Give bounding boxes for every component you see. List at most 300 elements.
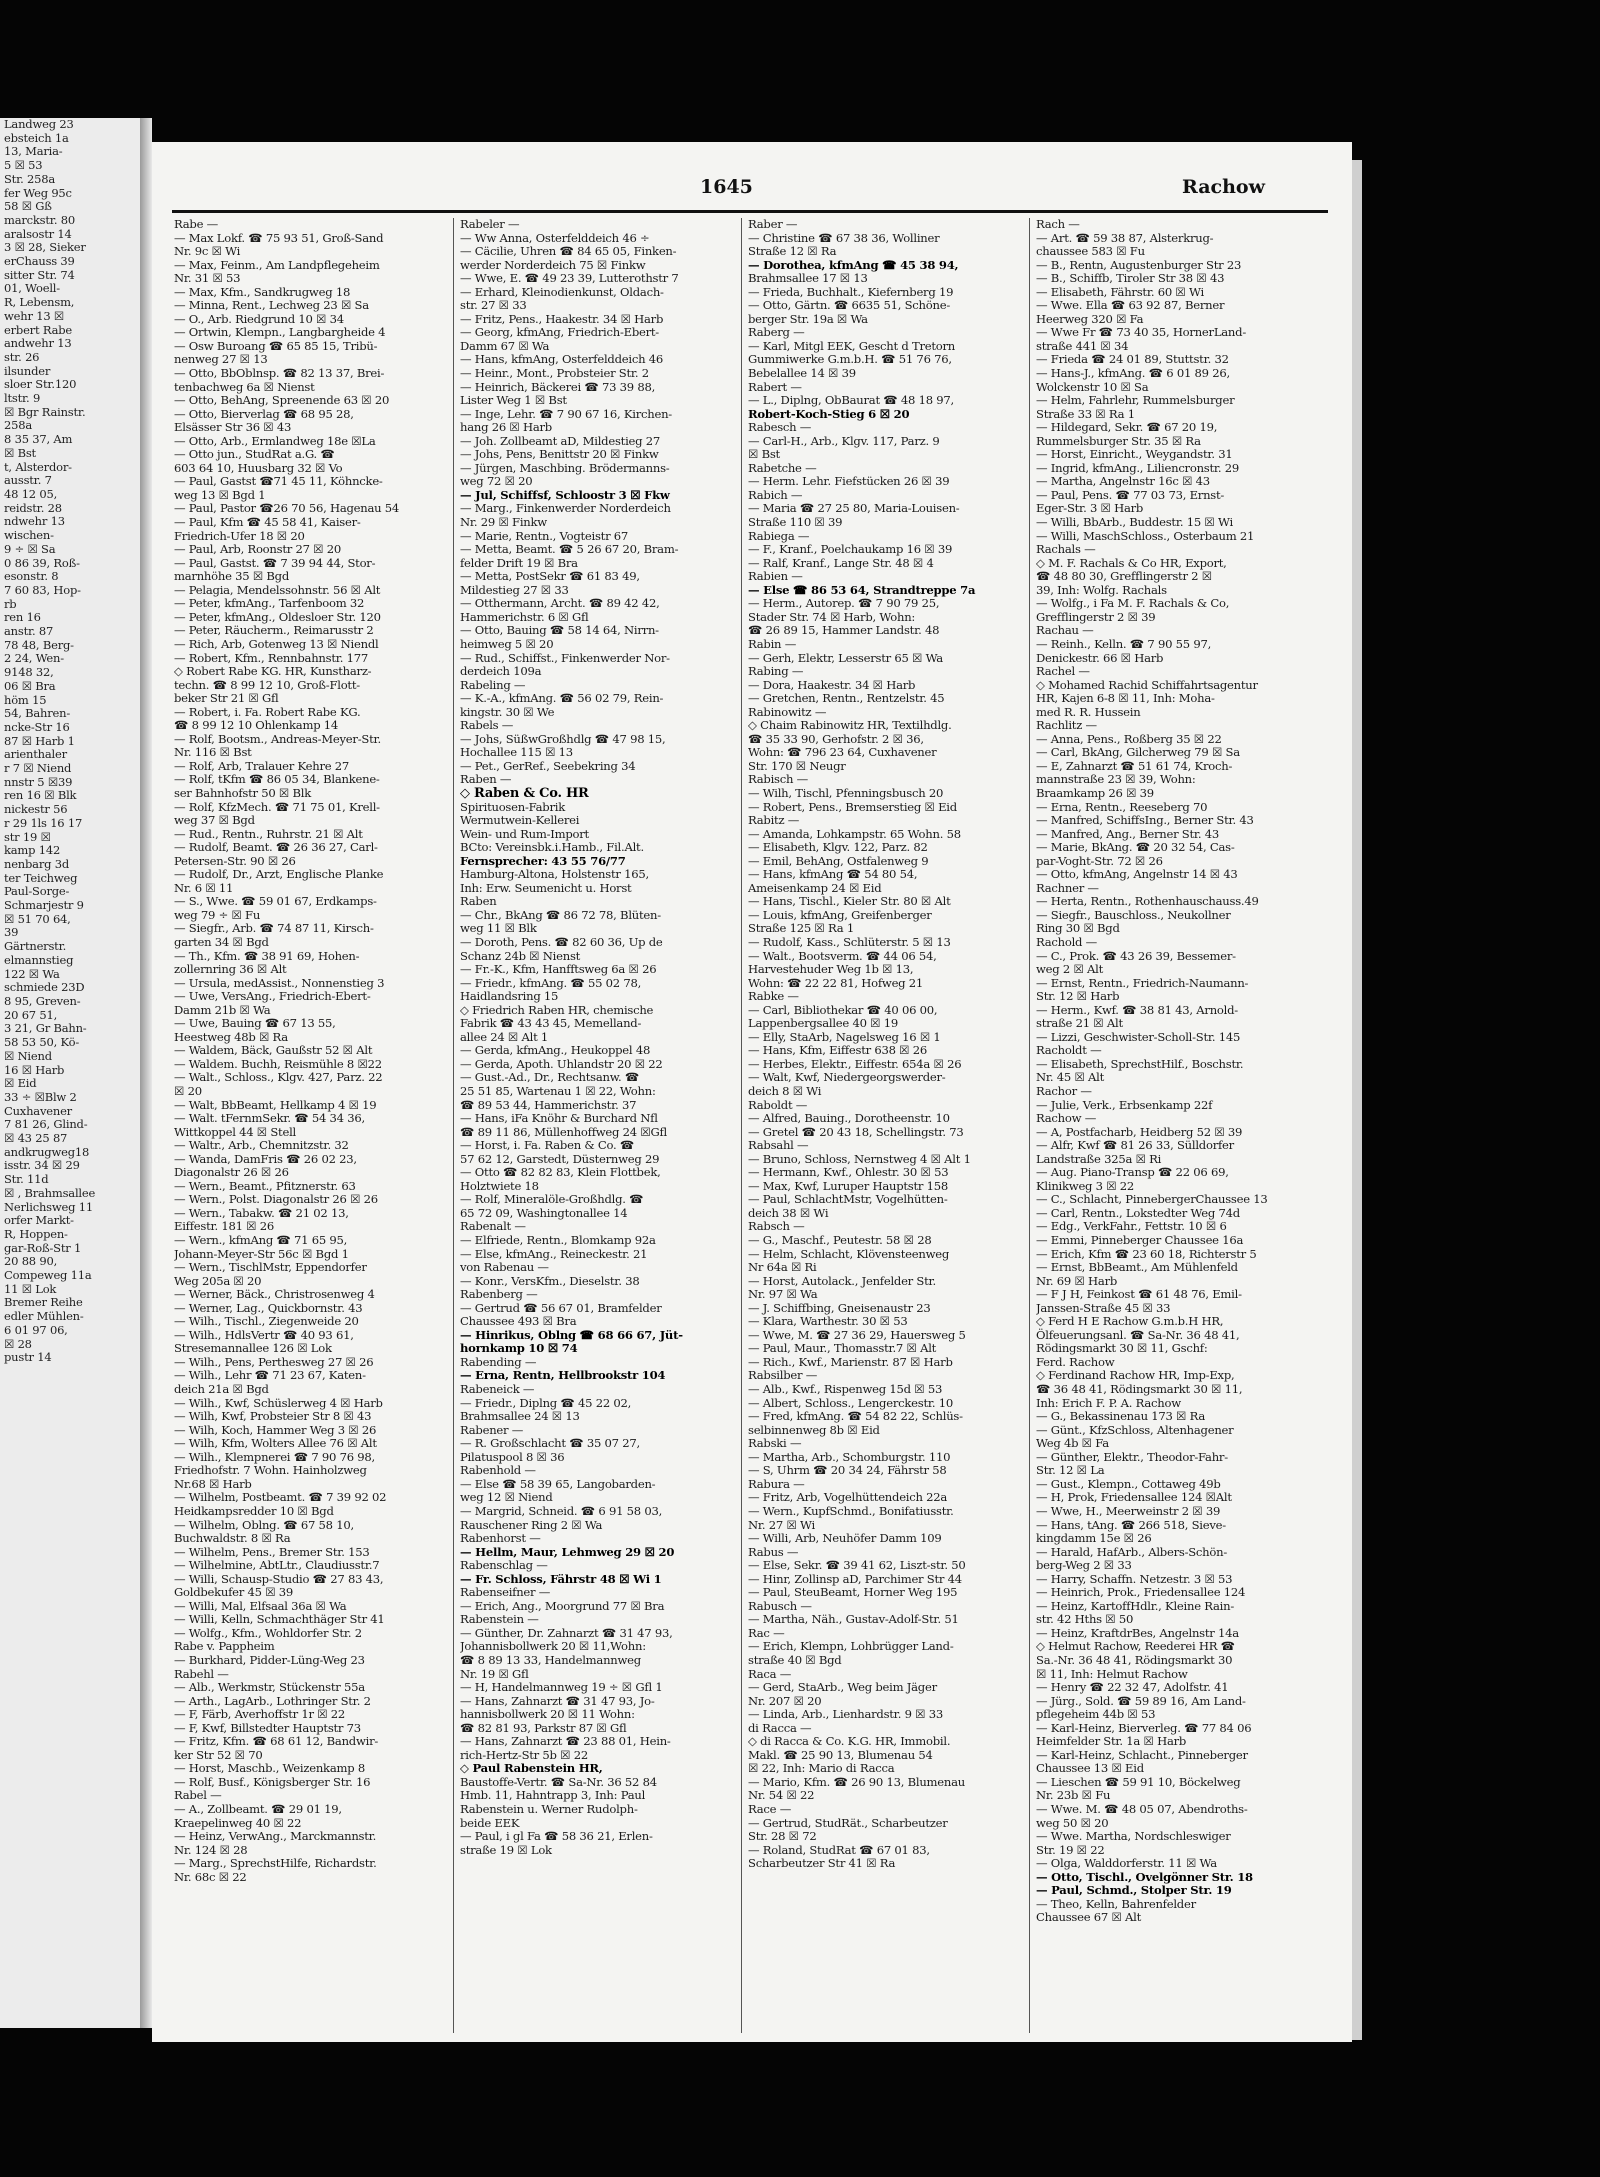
directory-entry-line: — Wilh, Koch, Hammer Weg 3 ☒ 26 bbox=[174, 1422, 377, 1437]
directory-entry-line: Nr. 68c ☒ 22 bbox=[174, 1869, 247, 1884]
left-page-line: Landweg 23 bbox=[4, 118, 74, 131]
directory-entry-line: deich 38 ☒ Wi bbox=[748, 1205, 829, 1220]
directory-entry-line: — Carl-H., Arb., Klgv. 117, Parz. 9 bbox=[748, 433, 940, 448]
directory-entry-line: — Robert, Pens., Bremserstieg ☒ Eid bbox=[748, 799, 957, 814]
directory-entry-line: — Gertrud, StudRät., Scharbeutzer bbox=[748, 1815, 948, 1830]
directory-entry-line: — Wern., Beamt., Pfitznerstr. 63 bbox=[174, 1178, 356, 1193]
directory-entry-line: Stader Str. 74 ☒ Harb, Wohn: bbox=[748, 609, 916, 624]
directory-entry-line: Wohn: ☎ 22 22 81, Hofweg 21 bbox=[748, 975, 924, 990]
directory-entry-line: chaussee 583 ☒ Fu bbox=[1036, 244, 1145, 259]
directory-entry-line: — Jürgen, Maschbing. Brödermanns- bbox=[460, 460, 670, 475]
directory-entry-line: — Wilhelm, Oblng. ☎ 67 58 10, bbox=[174, 1517, 354, 1532]
directory-entry-line: — Heinz, KraftdrBes, Angelnstr 14a bbox=[1036, 1625, 1239, 1640]
directory-entry-line: — Wwe Fr ☎ 73 40 35, HornerLand- bbox=[1036, 325, 1246, 340]
left-page-line: ☒ Niend bbox=[4, 1048, 52, 1063]
directory-entry-line: Nr. 69 ☒ Harb bbox=[1036, 1273, 1118, 1288]
directory-entry-line: — Paul, Maur., Thomasstr.7 ☒ Alt bbox=[748, 1341, 937, 1356]
directory-entry-line: — Fr.-K., Kfm, Hanfftsweg 6a ☒ 26 bbox=[460, 962, 657, 977]
directory-entry-line: — Gerda, Apoth. Uhlandstr 20 ☒ 22 bbox=[460, 1056, 663, 1071]
directory-entry-line: — Peter, kfmAng., Oldesloer Str. 120 bbox=[174, 609, 381, 624]
directory-entry-line: Brahmsallee 24 ☒ 13 bbox=[460, 1409, 580, 1424]
left-page-line: 7 81 26, Glind- bbox=[4, 1117, 88, 1132]
directory-entry-line: straße 19 ☒ Lok bbox=[460, 1842, 552, 1857]
directory-entry-line: — Walt., Schloss., Klgv. 427, Parz. 22 bbox=[174, 1070, 383, 1085]
directory-entry-line: — Hermann, Kwf., Ohlestr. 30 ☒ 53 bbox=[748, 1165, 949, 1180]
directory-entry-line: — Doroth, Pens. ☎ 82 60 36, Up de bbox=[460, 934, 663, 949]
surname-heading: Rachals — bbox=[1036, 542, 1096, 557]
left-page-line: reidstr. 28 bbox=[4, 500, 62, 515]
directory-entry-line: Makl. ☎ 25 90 13, Blumenau 54 bbox=[748, 1747, 933, 1762]
surname-heading: Rabenseifner — bbox=[460, 1585, 551, 1600]
directory-entry-line: Ferd. Rachow bbox=[1036, 1354, 1115, 1369]
directory-entry-line: allee 24 ☒ Alt 1 bbox=[460, 1029, 549, 1044]
directory-entry-line: — Manfred, Ang., Berner Str. 43 bbox=[1036, 826, 1220, 841]
column-4 bbox=[1036, 218, 1308, 2033]
directory-entry-line: ☒ 22, Inh: Mario di Racca bbox=[748, 1761, 895, 1776]
directory-entry-line: 65 72 09, Washingtonallee 14 bbox=[460, 1205, 628, 1220]
directory-entry-line: — Wwe, E. ☎ 49 23 39, Lutterothstr 7 bbox=[460, 271, 679, 286]
directory-entry-line: — Gretchen, Rentn., Rentzelstr. 45 bbox=[748, 691, 945, 706]
directory-entry-line: Mildestieg 27 ☒ 33 bbox=[460, 582, 569, 597]
left-page-line: 6 01 97 06, bbox=[4, 1322, 68, 1337]
surname-heading: Rabich — bbox=[748, 487, 803, 502]
surname-heading: Rabeling — bbox=[460, 677, 526, 692]
directory-entry-line: — Rolf, Bootsm., Andreas-Meyer-Str. bbox=[174, 731, 381, 746]
surname-heading: Rabsch — bbox=[748, 1219, 805, 1234]
directory-entry-line: Heimfelder Str. 1a ☒ Harb bbox=[1036, 1734, 1187, 1749]
surname-heading: Raberg — bbox=[748, 325, 805, 340]
directory-entry-line: Heestweg 48b ☒ Ra bbox=[174, 1029, 288, 1044]
directory-entry-line: Brahmsallee 17 ☒ 13 bbox=[748, 271, 868, 286]
directory-entry-line: — Rich., Kwf., Marienstr. 87 ☒ Harb bbox=[748, 1354, 953, 1369]
surname-heading: Rabinowitz — bbox=[748, 704, 827, 719]
directory-entry-line: — Erich, Klempn, Lohbrügger Land- bbox=[748, 1639, 954, 1654]
directory-entry-line: Eiffestr. 181 ☒ 26 bbox=[174, 1219, 275, 1234]
surname-heading: Rachow — bbox=[1036, 1111, 1097, 1126]
left-page-line: ter Teichweg bbox=[4, 870, 78, 885]
directory-entry-line: — Paul, SteuBeamt, Horner Weg 195 bbox=[748, 1585, 958, 1600]
directory-entry-line: — Fred, kfmAng. ☎ 54 82 22, Schlüs- bbox=[748, 1409, 963, 1424]
directory-entry-line: — Gerh, Elektr, Lesserstr 65 ☒ Wa bbox=[748, 650, 943, 665]
left-page-line: ncke-Str 16 bbox=[4, 719, 70, 734]
left-page-fragment bbox=[0, 118, 140, 2028]
directory-entry-line: Rabenstein u. Werner Rudolph- bbox=[460, 1801, 638, 1816]
directory-entry-line: — Wilhelm, Pens., Bremer Str. 153 bbox=[174, 1544, 370, 1559]
directory-entry-line: — Karl-Heinz, Bierverleg. ☎ 77 84 06 bbox=[1036, 1720, 1252, 1735]
directory-entry-line: Hammerichstr. 6 ☒ Gfl bbox=[460, 609, 589, 624]
directory-entry-line: — Anna, Pens., Roßberg 35 ☒ 22 bbox=[1036, 731, 1222, 746]
directory-entry-line: — Willi, BbArb., Buddestr. 15 ☒ Wi bbox=[1036, 515, 1233, 530]
left-page-line: ren 16 bbox=[4, 610, 41, 625]
left-page-line: anstr. 87 bbox=[4, 624, 54, 639]
left-page-line: 2 24, Wen- bbox=[4, 651, 64, 666]
directory-entry-line: ◇ Mohamed Rachid Schiffahrtsagentur bbox=[1036, 677, 1258, 692]
directory-entry-line: — Hans, iFa Knöhr & Burchard Nfl bbox=[460, 1111, 658, 1126]
page-edge bbox=[1352, 160, 1362, 2040]
directory-entry-line: — Hellm, Maur, Lehmweg 29 ☒ 20 bbox=[460, 1544, 675, 1559]
directory-entry-line: Inh: Erw. Seumenicht u. Horst bbox=[460, 880, 632, 895]
directory-entry-line: — Otto, BbOblnsp. ☎ 82 13 37, Brei- bbox=[174, 366, 385, 381]
directory-entry-line: Friedhofstr. 7 Wohn. Hainholzweg bbox=[174, 1463, 367, 1478]
directory-entry-line: 603 64 10, Huusbarg 32 ☒ Vo bbox=[174, 460, 343, 475]
left-page-line: orfer Markt- bbox=[4, 1213, 74, 1228]
directory-entry-line: — H, Handelmannweg 19 ÷ ☒ Gfl 1 bbox=[460, 1680, 663, 1695]
directory-entry-line: — Jul, Schiffsf, Schloostr 3 ☒ Fkw bbox=[460, 487, 670, 502]
surname-heading: Rabener — bbox=[460, 1422, 524, 1437]
directory-entry-line: — Marg., Finkenwerder Norderdeich bbox=[460, 501, 671, 516]
directory-entry-line: zollernring 36 ☒ Alt bbox=[174, 962, 287, 977]
left-page-line: nenbarg 3d bbox=[4, 856, 70, 871]
directory-entry-line: — R. Großschlacht ☎ 35 07 27, bbox=[460, 1436, 640, 1451]
directory-entry-line: — Maria ☎ 27 25 80, Maria-Louisen- bbox=[748, 501, 960, 516]
directory-entry-line: — Heinrich, Prok., Friedensallee 124 bbox=[1036, 1585, 1246, 1600]
directory-entry-line: hannisbollwerk 20 ☒ 11 Wohn: bbox=[460, 1707, 635, 1722]
left-page-line: rb bbox=[4, 596, 17, 611]
directory-entry-line: — Uwe, Bauing ☎ 67 13 55, bbox=[174, 1016, 336, 1031]
directory-entry-line: — Helm, Schlacht, Klövensteenweg bbox=[748, 1246, 950, 1261]
directory-entry-line: — Albert, Schloss., Lengerckestr. 10 bbox=[748, 1395, 953, 1410]
directory-entry-line: Nr. 207 ☒ 20 bbox=[748, 1693, 822, 1708]
directory-entry-line: Wohn: ☎ 796 23 64, Cuxhavener bbox=[748, 745, 937, 760]
left-page-line: ausstr. 7 bbox=[4, 473, 52, 488]
directory-entry-line: — Rudolf, Dr., Arzt, Englische Planke bbox=[174, 867, 384, 882]
directory-entry-line: — Otto, Arb., Ermlandweg 18e ☒La bbox=[174, 433, 376, 448]
left-page-line: r 7 ☒ Niend bbox=[4, 761, 72, 776]
directory-entry-line: Scharbeutzer Str 41 ☒ Ra bbox=[748, 1856, 896, 1871]
left-page-line: sloer Str.120 bbox=[4, 377, 77, 392]
directory-entry-line: weg 2 ☒ Alt bbox=[1036, 962, 1104, 977]
left-page-line: 13, Maria- bbox=[4, 144, 63, 159]
directory-entry-line: — Elisabeth, Klgv. 122, Parz. 82 bbox=[748, 840, 928, 855]
directory-entry-line: — S., Wwe. ☎ 59 01 67, Erdkamps- bbox=[174, 894, 377, 909]
directory-entry-line: Grefflingerstr 2 ☒ 39 bbox=[1036, 609, 1156, 624]
surname-heading: Rabenhorst — bbox=[460, 1531, 541, 1546]
directory-entry-line: — Pet., GerRef., Seebekring 34 bbox=[460, 758, 636, 773]
directory-entry-line: — Otto, BehAng, Spreenende 63 ☒ 20 bbox=[174, 393, 390, 408]
directory-entry-line: par-Voght-Str. 72 ☒ 26 bbox=[1036, 853, 1163, 868]
left-page-line: edler Mühlen- bbox=[4, 1309, 84, 1324]
directory-entry-line: — Wilh., Lehr ☎ 71 23 67, Katen- bbox=[174, 1368, 366, 1383]
directory-entry-line: Johannisbollwerk 20 ☒ 11,Wohn: bbox=[460, 1639, 646, 1654]
surname-heading: Raber — bbox=[748, 218, 798, 231]
directory-entry-line: Schanz 24b ☒ Nienst bbox=[460, 948, 581, 963]
directory-entry-line: Nr. 45 ☒ Alt bbox=[1036, 1070, 1105, 1085]
directory-entry-line: Stresemannallee 126 ☒ Lok bbox=[174, 1341, 332, 1356]
directory-entry-line: — Pelagia, Mendelssohnstr. 56 ☒ Alt bbox=[174, 582, 381, 597]
directory-entry-line: Nr. 19 ☒ Gfl bbox=[460, 1666, 529, 1681]
directory-entry-line: Chaussee 13 ☒ Eid bbox=[1036, 1761, 1144, 1776]
directory-entry-line: — Wern., kfmAng ☎ 71 65 95, bbox=[174, 1233, 348, 1248]
directory-entry-line: ☎ 82 81 93, Parkstr 87 ☒ Gfl bbox=[460, 1720, 627, 1735]
surname-heading: Rachlitz — bbox=[1036, 718, 1097, 733]
directory-entry-line: — Friedr., Diplng ☎ 45 22 02, bbox=[460, 1395, 632, 1410]
directory-entry-line: — Werner, Bäck., Christrosenweg 4 bbox=[174, 1287, 375, 1302]
directory-entry-line: rich-Hertz-Str 5b ☒ 22 bbox=[460, 1747, 588, 1762]
directory-entry-line: — C., Schlacht, PinnebergerChaussee 13 bbox=[1036, 1192, 1268, 1207]
left-page-line: 5 ☒ 53 bbox=[4, 158, 43, 173]
directory-entry-line: Janssen-Straße 45 ☒ 33 bbox=[1036, 1300, 1171, 1315]
left-page-line: 78 48, Berg- bbox=[4, 637, 74, 652]
directory-entry-line: Nr. 9c ☒ Wi bbox=[174, 244, 241, 259]
directory-entry-line: marnhöhe 35 ☒ Bgd bbox=[174, 569, 290, 584]
directory-entry-line: straße 21 ☒ Alt bbox=[1036, 1016, 1123, 1031]
left-page-line: 9 ÷ ☒ Sa bbox=[4, 541, 56, 556]
left-page-line: Nerlichsweg 11 bbox=[4, 1199, 93, 1214]
left-page-line: aralsostr 14 bbox=[4, 226, 72, 241]
left-page-line: Bremer Reihe bbox=[4, 1295, 83, 1310]
directory-entry-line: ◇ Chaim Rabinowitz HR, Textilhdlg. bbox=[748, 718, 952, 733]
directory-entry-line: — Otto, kfmAng, Angelnstr 14 ☒ 43 bbox=[1036, 867, 1238, 882]
directory-entry-line: Nr. 54 ☒ 22 bbox=[748, 1788, 815, 1803]
left-page-line: 06 ☒ Bra bbox=[4, 678, 56, 693]
directory-entry-line: ◇ Robert Rabe KG. HR, Kunstharz- bbox=[174, 664, 372, 679]
directory-entry-line: Nr. 97 ☒ Wa bbox=[748, 1287, 818, 1302]
left-page-line: str 19 ☒ bbox=[4, 829, 51, 844]
directory-entry-line: ☒ 11, Inh: Helmut Rachow bbox=[1036, 1666, 1188, 1681]
directory-entry-line: — Konr., VersKfm., Dieselstr. 38 bbox=[460, 1273, 640, 1288]
directory-entry-line: — Werner, Lag., Quickbornstr. 43 bbox=[174, 1300, 363, 1315]
surname-heading: Rach — bbox=[1036, 218, 1080, 231]
directory-entry-line: — Elfriede, Rentn., Blomkamp 92a bbox=[460, 1233, 656, 1248]
directory-entry-line: — H, Prok, Friedensallee 124 ☒Alt bbox=[1036, 1490, 1232, 1505]
surname-heading: Rachner — bbox=[1036, 880, 1099, 895]
directory-entry-line: — Wilh., Pens, Perthesweg 27 ☒ 26 bbox=[174, 1354, 374, 1369]
directory-entry-line: Damm 21b ☒ Wa bbox=[174, 1002, 271, 1017]
directory-entry-line: — Dorothea, kfmAng ☎ 45 38 94, bbox=[748, 257, 959, 272]
directory-entry-line: Heidkampsredder 10 ☒ Bgd bbox=[174, 1503, 334, 1518]
surname-heading: Rabenstein — bbox=[460, 1612, 539, 1627]
directory-entry-line: — Manfred, SchiffsIng., Berner Str. 43 bbox=[1036, 813, 1254, 828]
directory-entry-line: Diagonalstr 26 ☒ 26 bbox=[174, 1165, 289, 1180]
left-page-line: 9148 32, bbox=[4, 665, 54, 680]
directory-entry-line: — G., Maschf., Peutestr. 58 ☒ 28 bbox=[748, 1233, 932, 1248]
directory-entry-line: — Erhard, Kleinodienkunst, Oldach- bbox=[460, 284, 664, 299]
directory-entry-line: Nr.68 ☒ Harb bbox=[174, 1476, 252, 1491]
directory-entry-line: Nr. 29 ☒ Finkw bbox=[460, 515, 547, 530]
directory-entry-line: Denickestr. 66 ☒ Harb bbox=[1036, 650, 1164, 665]
directory-entry-line: 57 62 12, Garstedt, Düsternweg 29 bbox=[460, 1151, 660, 1166]
directory-entry-line: — Hans, kfmAng, Osterfelddeich 46 bbox=[460, 352, 663, 367]
directory-entry-line: Heerweg 320 ☒ Fa bbox=[1036, 311, 1144, 326]
running-head: Rachow bbox=[1182, 176, 1265, 198]
directory-entry-line: Harvestehuder Weg 1b ☒ 13, bbox=[748, 962, 914, 977]
surname-heading: Rabe — bbox=[174, 218, 218, 231]
directory-entry-line: — Max, Kfm., Sandkrugweg 18 bbox=[174, 284, 351, 299]
directory-entry-line: ◇ M. F. Rachals & Co HR, Export, bbox=[1036, 555, 1227, 570]
directory-entry-line: — F., Kranf., Poelchaukamp 16 ☒ 39 bbox=[748, 542, 953, 557]
directory-entry-line: — Hans, Zahnarzt ☎ 31 47 93, Jo- bbox=[460, 1693, 655, 1708]
surname-heading: Raben — bbox=[460, 772, 512, 787]
directory-entry-line: ◇ Helmut Rachow, Reederei HR ☎ bbox=[1036, 1639, 1235, 1654]
directory-entry-line: — Otthermann, Archt. ☎ 89 42 42, bbox=[460, 596, 660, 611]
left-page-line: R, Lebensm, bbox=[4, 295, 75, 310]
directory-entry-line: — Otto, Bauing ☎ 58 14 64, Nirrn- bbox=[460, 623, 659, 638]
directory-entry-line: — Marie, BkAng. ☎ 20 32 54, Cas- bbox=[1036, 840, 1235, 855]
directory-entry-line: Ölfeuerungsanl. ☎ Sa-Nr. 36 48 41, bbox=[1036, 1327, 1240, 1342]
directory-entry-line: — Ernst, BbBeamt., Am Mühlenfeld bbox=[1036, 1260, 1238, 1275]
left-page-line: ☒ Bgr Rainstr. bbox=[4, 404, 86, 419]
directory-entry-line: — Rolf, tKfm ☎ 86 05 34, Blankene- bbox=[174, 772, 380, 787]
directory-entry-line: — Wilh, Kwf, Probsteier Str 8 ☒ 43 bbox=[174, 1409, 372, 1424]
directory-entry-line: — Max, Kwf, Luruper Hauptstr 158 bbox=[748, 1178, 949, 1193]
directory-entry-line: — Willi, MaschSchloss., Osterbaum 21 bbox=[1036, 528, 1255, 543]
directory-entry-line: — Martha, Näh., Gustav-Adolf-Str. 51 bbox=[748, 1612, 959, 1627]
left-page-line: wehr 13 ☒ bbox=[4, 308, 65, 323]
directory-entry-line: hornkamp 10 ☒ 74 bbox=[460, 1341, 578, 1356]
left-page-line: 58 ☒ Gß bbox=[4, 199, 52, 214]
left-page-line: ilsunder bbox=[4, 363, 51, 378]
directory-entry-line: Lappenbergsallee 40 ☒ 19 bbox=[748, 1016, 898, 1031]
directory-entry-line: Sa.-Nr. 36 48 41, Rödingsmarkt 30 bbox=[1036, 1652, 1233, 1667]
directory-entry-line: — Hinr, Zollinsp aD, Parchimer Str 44 bbox=[748, 1571, 962, 1586]
directory-entry-line: Nr. 6 ☒ 11 bbox=[174, 880, 234, 895]
directory-entry-line: Str. 12 ☒ Harb bbox=[1036, 989, 1120, 1004]
directory-entry-line: weg 79 ÷ ☒ Fu bbox=[174, 907, 261, 922]
surname-heading: Rabisch — bbox=[748, 772, 808, 787]
directory-entry-line: Landstraße 325a ☒ Ri bbox=[1036, 1151, 1162, 1166]
directory-page bbox=[152, 142, 1352, 2042]
surname-heading: Rabert — bbox=[748, 379, 802, 394]
directory-entry-line: — K.-A., kfmAng. ☎ 56 02 79, Rein- bbox=[460, 691, 664, 706]
surname-heading: Raboldt — bbox=[748, 1097, 808, 1112]
directory-entry-line: ser Bahnhofstr 50 ☒ Blk bbox=[174, 785, 311, 800]
directory-entry-line: — Otto jun., StudRat a.G. ☎ bbox=[174, 447, 335, 462]
directory-entry-line: Raben bbox=[460, 894, 497, 909]
directory-entry-line: — Karl, Mitgl EEK, Gescht d Tretorn bbox=[748, 338, 956, 353]
directory-entry-line: — Otto, Tischl., Ovelgönner Str. 18 bbox=[1036, 1869, 1253, 1884]
directory-entry-line: garten 34 ☒ Bgd bbox=[174, 934, 269, 949]
directory-entry-line: — Paul, Kfm ☎ 45 58 41, Kaiser- bbox=[174, 515, 361, 530]
directory-entry-line: — Günt., KfzSchloss, Altenhagener bbox=[1036, 1422, 1234, 1437]
directory-entry-line: med R. R. Hussein bbox=[1036, 704, 1141, 719]
directory-entry-line: — Alb., Werkmstr, Stückenstr 55a bbox=[174, 1680, 365, 1695]
surname-heading: Rabsahl — bbox=[748, 1138, 809, 1153]
directory-entry-line: — Margrid, Schneid. ☎ 6 91 58 03, bbox=[460, 1503, 663, 1518]
directory-entry-line: nenweg 27 ☒ 13 bbox=[174, 352, 268, 367]
directory-entry-line: — Wilh., HdlsVertr ☎ 40 93 61, bbox=[174, 1327, 354, 1342]
left-page-line: 11 ☒ Lok bbox=[4, 1281, 57, 1296]
directory-entry-line: — Elisabeth, Fährstr. 60 ☒ Wi bbox=[1036, 284, 1204, 299]
directory-entry-line: — Hans-J., kfmAng. ☎ 6 01 89 26, bbox=[1036, 366, 1230, 381]
directory-entry-line: — Hans, Zahnarzt ☎ 23 88 01, Hein- bbox=[460, 1734, 671, 1749]
book-spine bbox=[140, 118, 152, 2028]
directory-entry-line: pflegeheim 44b ☒ 53 bbox=[1036, 1707, 1156, 1722]
directory-entry-line: Nr. 23b ☒ Fu bbox=[1036, 1788, 1111, 1803]
directory-entry-line: — Lieschen ☎ 59 91 10, Böckelweg bbox=[1036, 1774, 1241, 1789]
left-page-line: Cuxhavener bbox=[4, 1103, 72, 1118]
directory-entry-line: — Harry, Schaffn. Netzestr. 3 ☒ 53 bbox=[1036, 1571, 1233, 1586]
directory-entry-line: — Ingrid, kfmAng., Liliencronstr. 29 bbox=[1036, 460, 1240, 475]
directory-entry-line: — Paul, Pens. ☎ 77 03 73, Ernst- bbox=[1036, 487, 1225, 502]
directory-entry-line: ◇ Raben & Co. HR bbox=[460, 785, 589, 801]
directory-entry-line: — Wolfg., Kfm., Wohldorfer Str. 2 bbox=[174, 1625, 362, 1640]
directory-entry-line: — Willi, Schausp-Studio ☎ 27 83 43, bbox=[174, 1571, 384, 1586]
left-page-line: Compeweg 11a bbox=[4, 1268, 92, 1283]
left-page-line: 3 ☒ 28, Sieker bbox=[4, 240, 86, 255]
directory-entry-line: Hamburg-Altona, Holstenstr 165, bbox=[460, 867, 649, 882]
directory-entry-line: — Siegfr., Bauschloss., Neukollner bbox=[1036, 907, 1231, 922]
directory-entry-line: heimweg 5 ☒ 20 bbox=[460, 636, 554, 651]
directory-entry-line: — Johs, Pens, Benittstr 20 ☒ Finkw bbox=[460, 447, 659, 462]
directory-entry-line: Pilatuspool 8 ☒ 36 bbox=[460, 1449, 565, 1464]
left-page-line: ebsteich 1a bbox=[4, 130, 69, 145]
directory-entry-line: Kraepelinweg 40 ☒ 22 bbox=[174, 1815, 302, 1830]
directory-entry-line: weg 50 ☒ 20 bbox=[1036, 1815, 1109, 1830]
surname-heading: Rabel — bbox=[174, 1788, 222, 1803]
directory-entry-line: Wolckenstr 10 ☒ Sa bbox=[1036, 379, 1149, 394]
surname-heading: Rabin — bbox=[748, 636, 797, 651]
surname-heading: Rabehl — bbox=[174, 1666, 229, 1681]
directory-entry-line: ker Str 52 ☒ 70 bbox=[174, 1747, 263, 1762]
directory-entry-line: — Alfr, Kwf ☎ 81 26 33, Sülldorfer bbox=[1036, 1138, 1234, 1153]
directory-entry-line: — Wern., Polst. Diagonalstr 26 ☒ 26 bbox=[174, 1192, 378, 1207]
directory-entry-line: — Paul, Gastst ☎71 45 11, Köhncke- bbox=[174, 474, 383, 489]
left-page-line: gar-Roß-Str 1 bbox=[4, 1240, 82, 1255]
directory-entry-line: — Emmi, Pinneberger Chaussee 16a bbox=[1036, 1233, 1244, 1248]
directory-entry-line: Rödingsmarkt 30 ☒ 11, Gschf: bbox=[1036, 1341, 1208, 1356]
directory-entry-line: — Uwe, VersAng., Friedrich-Ebert- bbox=[174, 989, 371, 1004]
left-page-line: ☒ , Brahmsallee bbox=[4, 1185, 96, 1200]
directory-entry-line: — Paul, Schmd., Stolper Str. 19 bbox=[1036, 1883, 1232, 1898]
directory-entry-line: — Wwe. M. ☎ 48 05 07, Abendroths- bbox=[1036, 1801, 1248, 1816]
directory-entry-line: — F, Kwf, Billstedter Hauptstr 73 bbox=[174, 1720, 361, 1735]
directory-entry-line: — Ralf, Kranf., Lange Str. 48 ☒ 4 bbox=[748, 555, 934, 570]
directory-entry-line: — Amanda, Lohkampstr. 65 Wohn. 58 bbox=[748, 826, 961, 841]
directory-entry-line: — Hans, kfmAng ☎ 54 80 54, bbox=[748, 867, 918, 882]
directory-entry-line: — Wwe, H., Meerweinstr 2 ☒ 39 bbox=[1036, 1503, 1221, 1518]
left-page-line: r 29 1ls 16 17 bbox=[4, 815, 83, 830]
directory-entry-line: — Frieda, Buchhalt., Kiefernberg 19 bbox=[748, 284, 954, 299]
left-page-line: ren 16 ☒ Blk bbox=[4, 788, 77, 803]
directory-entry-line: Straße 110 ☒ 39 bbox=[748, 515, 843, 530]
surname-heading: Rabenalt — bbox=[460, 1219, 526, 1234]
left-page-line: ☒ 51 70 64, bbox=[4, 911, 71, 926]
directory-entry-line: — Harald, HafArb., Albers-Schön- bbox=[1036, 1544, 1228, 1559]
directory-entry-line: — S, Uhrm ☎ 20 34 24, Fährstr 58 bbox=[748, 1463, 947, 1478]
directory-entry-line: — Wern., KupfSchmd., Bonifatiusstr. bbox=[748, 1503, 954, 1518]
directory-entry-line: — Gust., Klempn., Cottaweg 49b bbox=[1036, 1476, 1221, 1491]
directory-entry-line: — Walt., Bootsverm. ☎ 44 06 54, bbox=[748, 948, 937, 963]
surname-heading: Rabenschlag — bbox=[460, 1558, 548, 1573]
directory-entry-line: — Bruno, Schloss, Nernstweg 4 ☒ Alt 1 bbox=[748, 1151, 971, 1166]
directory-entry-line: Friedrich-Ufer 18 ☒ 20 bbox=[174, 528, 305, 543]
directory-entry-line: — Max Lokf. ☎ 75 93 51, Groß-Sand bbox=[174, 230, 384, 245]
directory-entry-line: — E, Zahnarzt ☎ 51 61 74, Kroch- bbox=[1036, 758, 1233, 773]
directory-entry-line: — Gerda, kfmAng., Heukoppel 48 bbox=[460, 1043, 651, 1058]
directory-entry-line: — Hans, Tischl., Kieler Str. 80 ☒ Alt bbox=[748, 894, 951, 909]
left-page-line: 122 ☒ Wa bbox=[4, 966, 60, 981]
left-page-line: Paul-Sorge- bbox=[4, 884, 70, 899]
directory-entry-line: — F, Färb, Averhoffstr 1r ☒ 22 bbox=[174, 1707, 346, 1722]
directory-entry-line: Rummelsburger Str. 35 ☒ Ra bbox=[1036, 433, 1201, 448]
directory-entry-line: — Roland, StudRat ☎ 67 01 83, bbox=[748, 1842, 930, 1857]
directory-entry-line: Straße 12 ☒ Ra bbox=[748, 244, 837, 259]
directory-entry-line: — Horst, i. Fa. Raben & Co. ☎ bbox=[460, 1138, 635, 1153]
directory-entry-line: tenbachweg 6a ☒ Nienst bbox=[174, 379, 315, 394]
header-rule bbox=[172, 210, 1328, 213]
surname-heading: Rabsilber — bbox=[748, 1368, 818, 1383]
directory-entry-line: — Rud., Schiffst., Finkenwerder Nor- bbox=[460, 650, 670, 665]
directory-entry-line: — Olga, Walddorferstr. 11 ☒ Wa bbox=[1036, 1856, 1217, 1871]
directory-entry-line: — Lizzi, Geschwister-Scholl-Str. 145 bbox=[1036, 1029, 1241, 1044]
left-page-line: ☒ 28 bbox=[4, 1336, 32, 1351]
directory-entry-line: Wittkoppel 44 ☒ Stell bbox=[174, 1124, 296, 1139]
directory-entry-line: — Marie, Rentn., Vogteistr 67 bbox=[460, 528, 629, 543]
directory-entry-line: ☎ 8 89 13 33, Handelmannweg bbox=[460, 1652, 641, 1667]
directory-entry-line: 25 51 85, Wartenau 1 ☒ 22, Wohn: bbox=[460, 1084, 656, 1098]
directory-entry-line: — F J H, Feinkost ☎ 61 48 76, Emil- bbox=[1036, 1287, 1242, 1302]
directory-entry-line: — Wolfg., i Fa M. F. Rachals & Co, bbox=[1036, 596, 1230, 611]
